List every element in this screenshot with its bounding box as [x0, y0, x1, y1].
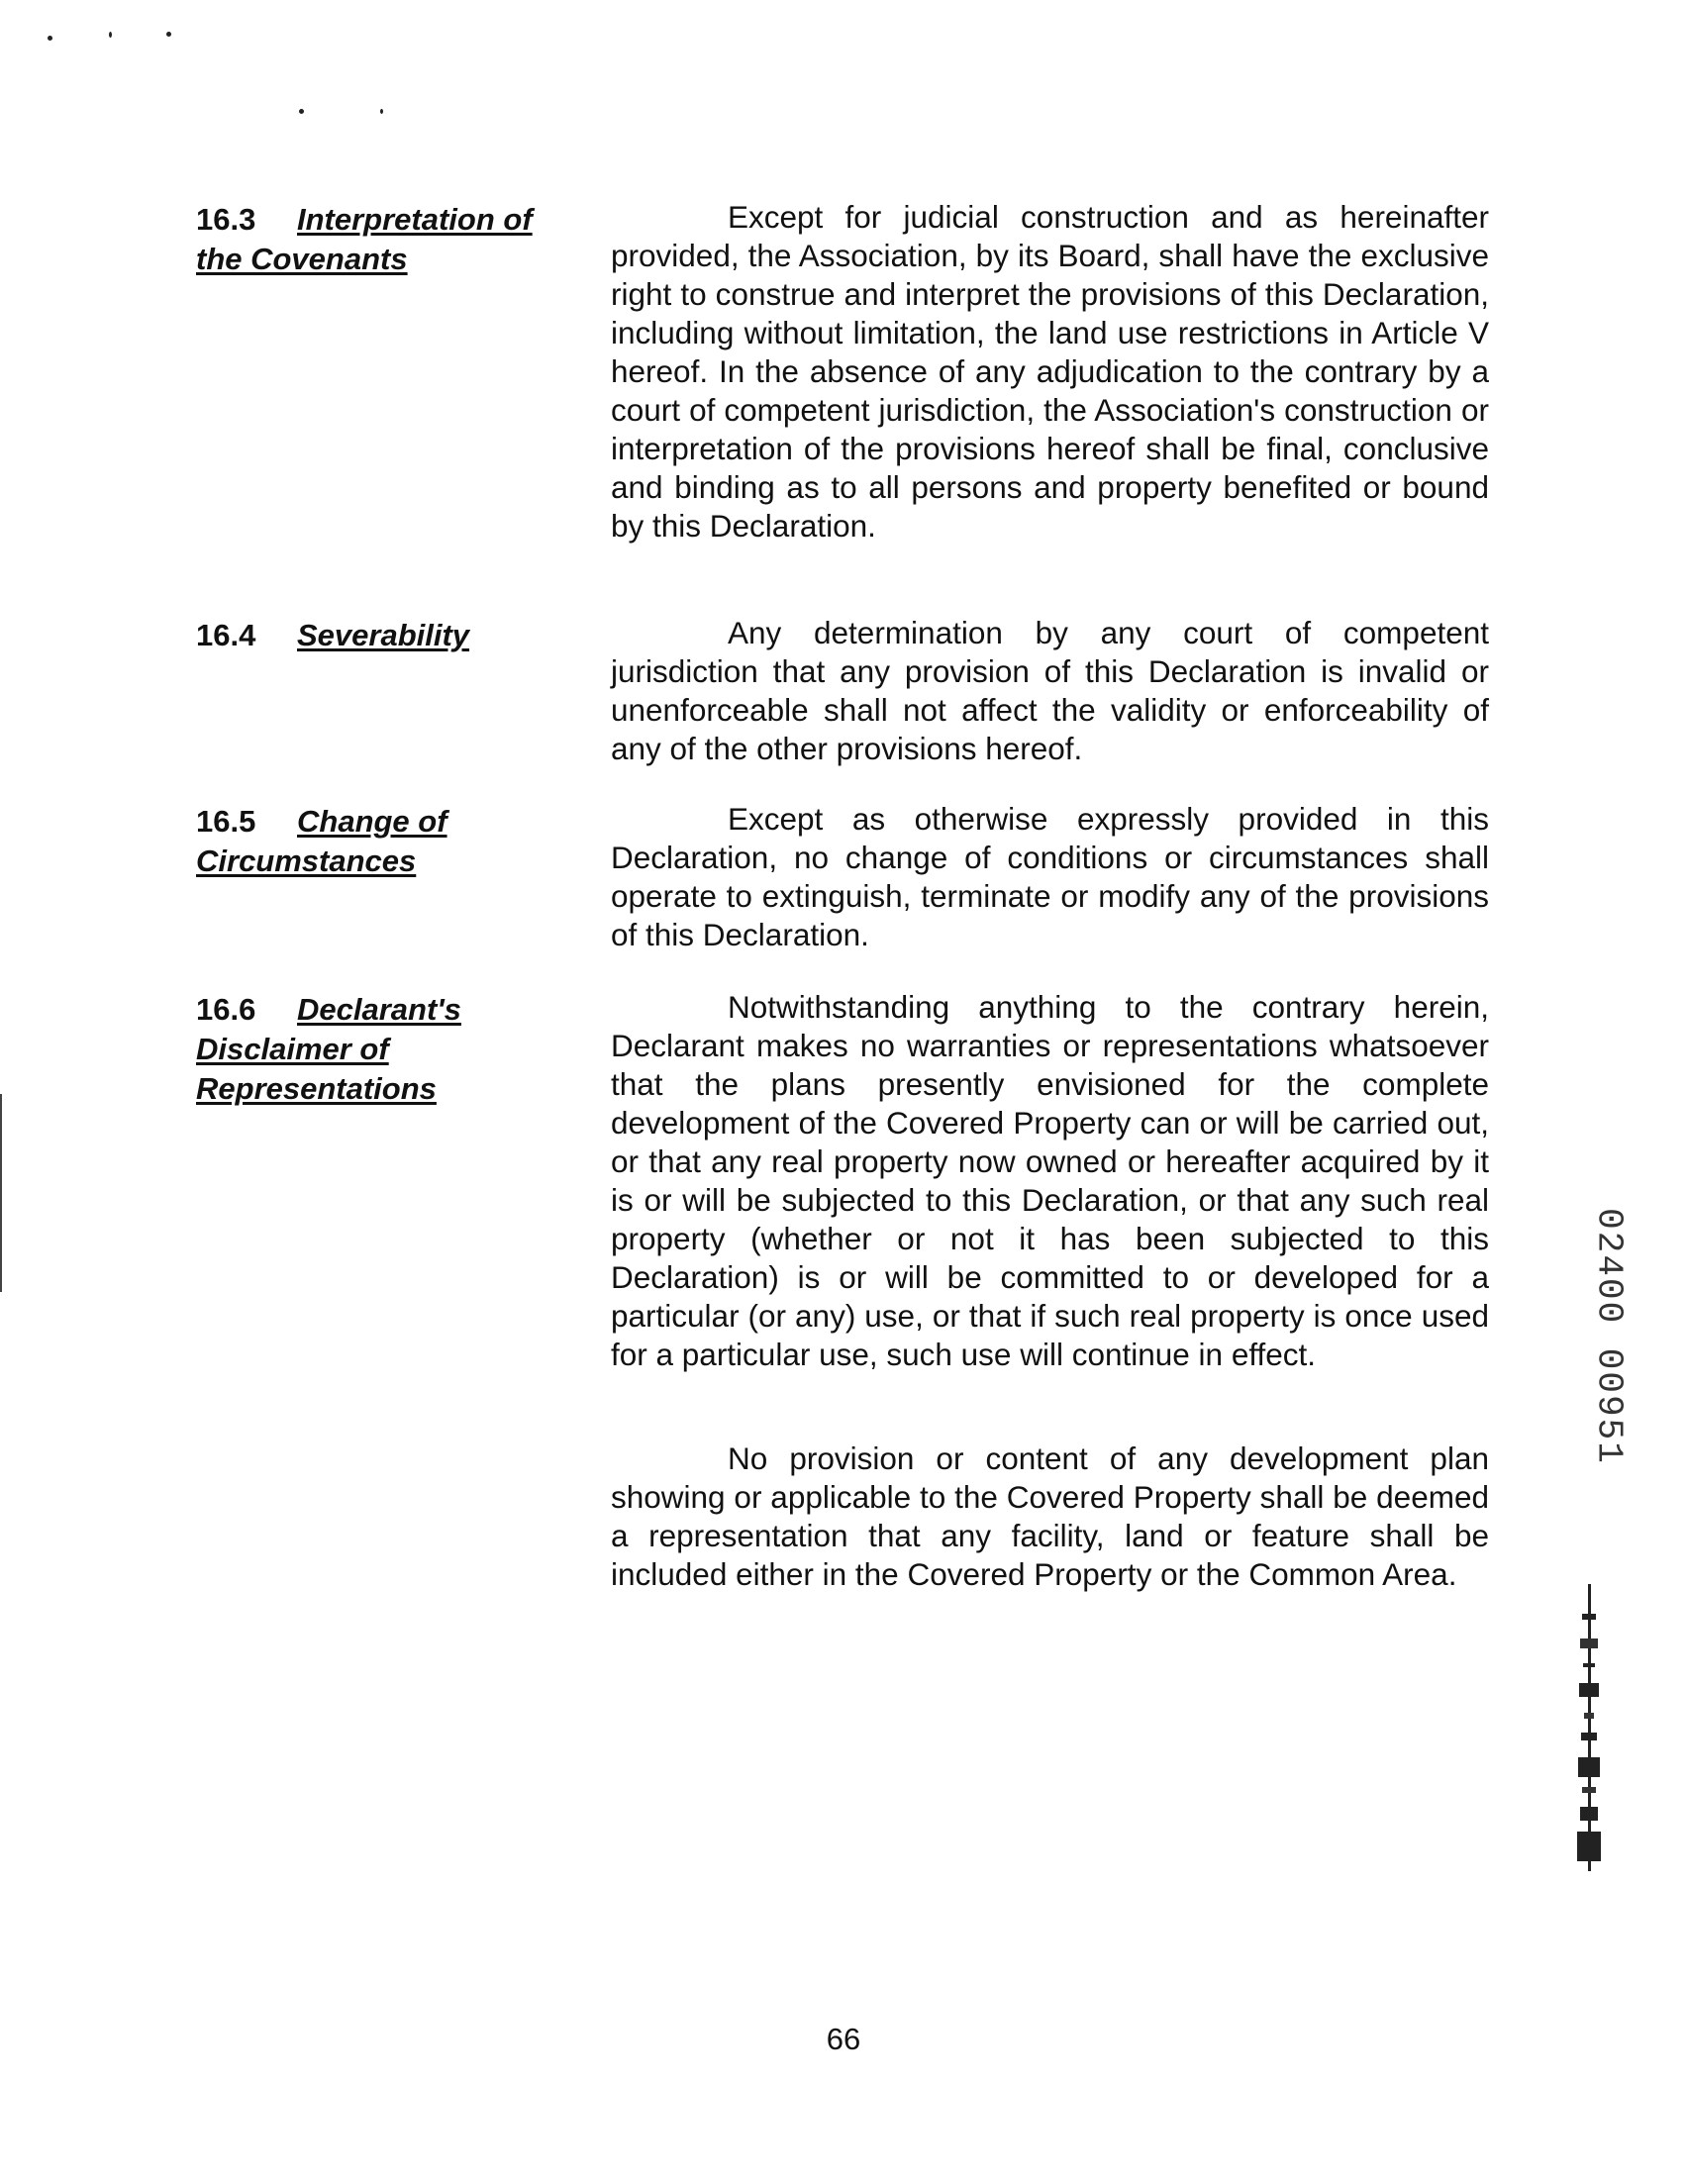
section-title: Interpretation of the Covenants	[196, 202, 533, 276]
section-title: Declarant's Disclaimer of Representations	[196, 992, 461, 1106]
recording-stamp-text: 02400 00951	[1588, 1208, 1630, 1465]
page-number: 66	[826, 2022, 861, 2056]
section-paragraph: Any determination by any court of competent jurisdiction that any provision of this Declaration is invalid or unenforceable shall not affect the validity or enforceability of any of the other provisions hereof.	[611, 615, 1489, 766]
scan-edge-mark	[0, 1094, 2, 1292]
barcode-mark	[1574, 1584, 1604, 1871]
section-title: Severability	[297, 618, 470, 652]
section-paragraph: Except for judicial construction and as hereinafter provided, the Association, by its Board, shall have the exclusive right to construe and interpret the provisions of this Declaration, including without limitation, the land use restrictions in Article V hereof. In the absence of any adjudication to the contrary by a court of competent jurisdiction, the Association's construction or interpretation of the provisions hereof shall be final, conclusive and binding as to all persons and property benefited or bound by this Declaration.	[611, 199, 1489, 544]
section-title: Change of Circumstances	[196, 804, 447, 878]
section-heading	[196, 990, 523, 1109]
scan-speck	[48, 36, 52, 41]
section-paragraph: Notwithstanding anything to the contrary herein, Declarant makes no warranties or representations whatsoever that the plans presently envisioned for the complete development of the Covered Property can or will be carried out, or that any real property now owned or hereafter acquired by it is or will be subjected to this Declaration, or that any such real property (whether or not it has been subjected to this Declaration) is or will be committed to or developed for a particular (or any) use, or that if such real property is once used for a particular use, such use will continue in effect.	[611, 989, 1489, 1372]
section-number: 16.4	[196, 618, 256, 652]
recording-stamp	[1589, 1193, 1629, 1480]
scan-speck	[380, 109, 383, 114]
section-heading	[196, 616, 572, 655]
section-heading	[196, 802, 572, 881]
section-heading	[196, 200, 572, 279]
section-number: 16.5	[196, 804, 256, 839]
section-number: 16.3	[196, 202, 256, 237]
scan-speck	[166, 32, 171, 37]
section-number: 16.6	[196, 992, 256, 1027]
section-paragraph: Except as otherwise expressly provided in this Declaration, no change of conditions or circumstances shall operate to extinguish, terminate or modify any of the provisions of this Declaration.	[611, 801, 1489, 952]
section-paragraph: No provision or content of any development plan showing or applicable to the Covered Property shall be deemed a representation that any facility, land or feature shall be included either in the Covered Property or the Common Area.	[611, 1440, 1489, 1592]
scan-speck	[299, 109, 304, 114]
scan-speck	[109, 32, 112, 38]
